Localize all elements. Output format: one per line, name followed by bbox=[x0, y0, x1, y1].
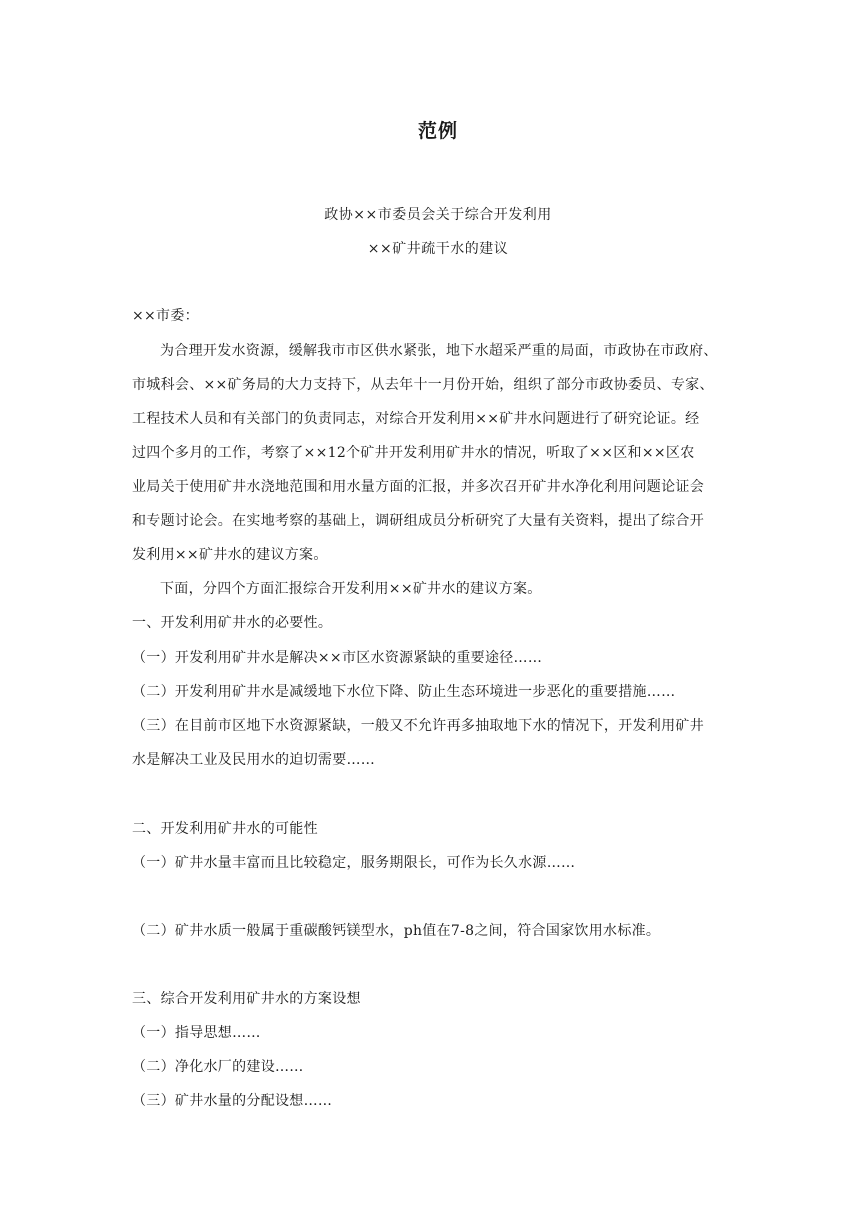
section-2-heading: 二、开发利用矿井水的可能性 bbox=[132, 821, 318, 837]
section-3-heading: 三、综合开发利用矿井水的方案设想 bbox=[132, 991, 361, 1007]
intro-line-2: 市城科会、××矿务局的大力支持下，从去年十一月份开始，组织了部分市政协委员、专家、 bbox=[132, 377, 714, 393]
section-1-item-2: （二）开发利用矿井水是减缓地下水位下降、防止生态环境进一步恶化的重要措施…… bbox=[132, 684, 676, 700]
section-1-item-3: （三）在目前市区地下水资源紧缺，一般又不允许再多抽取地下水的情况下，开发利用矿井 bbox=[132, 718, 704, 734]
intro-line-7: 发利用××矿井水的建议方案。 bbox=[132, 547, 328, 563]
section-2-item-2: （二）矿井水质一般属于重碳酸钙镁型水，ph值在7-8之间，符合国家饮用水标准。 bbox=[132, 923, 661, 939]
intro-line-5: 业局关于使用矿井水浇地范围和用水量方面的汇报，并多次召开矿井水净化利用问题论证会 bbox=[132, 479, 704, 495]
section-1-item-3-continued: 水是解决工业及民用水的迫切需要…… bbox=[132, 752, 376, 768]
section-2-item-1: （一）矿井水量丰富而且比较稳定，服务期限长，可作为长久水源…… bbox=[132, 855, 576, 871]
document-subtitle-line-2: ××矿井疏干水的建议 bbox=[367, 241, 509, 257]
section-1-heading: 一、开发利用矿井水的必要性。 bbox=[132, 615, 333, 631]
intro-line-4: 过四个多月的工作，考察了××12个矿井开发利用矿井水的情况，听取了××区和××区农 bbox=[132, 445, 695, 461]
intro-line-1: 为合理开发水资源，缓解我市市区供水紧张，地下水超采严重的局面，市政协在市政府、 bbox=[160, 343, 718, 359]
document-subtitle-line-1: 政协××市委员会关于综合开发利用 bbox=[324, 207, 552, 223]
page-title: 范例 bbox=[417, 120, 458, 142]
document-page bbox=[132, 0, 744, 1227]
section-3-item-1: （一）指导思想…… bbox=[132, 1025, 261, 1041]
intro-line-6: 和专题讨论会。在实地考察的基础上，调研组成员分析研究了大量有关资料，提出了综合开 bbox=[132, 513, 704, 529]
section-3-item-3: （三）矿井水量的分配设想…… bbox=[132, 1093, 333, 1109]
salutation: ××市委： bbox=[132, 308, 199, 324]
overview-paragraph: 下面，分四个方面汇报综合开发利用××矿井水的建议方案。 bbox=[160, 581, 542, 597]
intro-line-3: 工程技术人员和有关部门的负责同志，对综合开发利用××矿井水问题进行了研究论证。经 bbox=[132, 411, 700, 427]
section-1-item-1: （一）开发利用矿井水是解决××市区水资源紧缺的重要途径…… bbox=[132, 650, 543, 666]
section-3-item-2: （二）净化水厂的建设…… bbox=[132, 1059, 304, 1075]
